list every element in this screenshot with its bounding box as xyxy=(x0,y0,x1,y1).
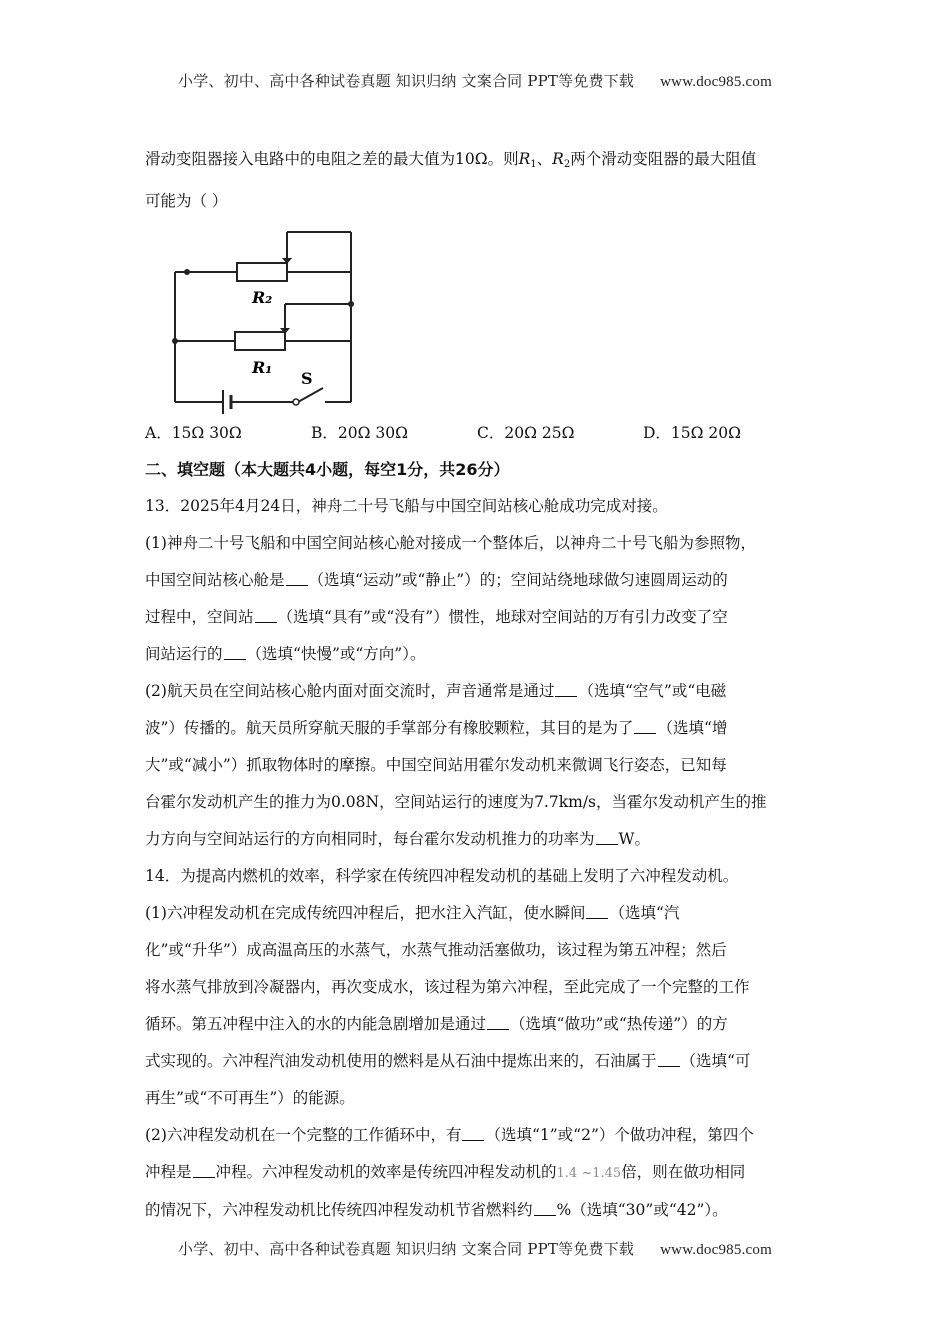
option-d[interactable]: D．15Ω 20Ω xyxy=(643,424,742,442)
footer-text: 小学、初中、高中各种试卷真题 知识归纳 文案合同 PPT等免费下载 xyxy=(178,1240,635,1258)
answer-blank[interactable] xyxy=(634,718,656,734)
answer-blank[interactable] xyxy=(487,1014,509,1030)
q12-stem-line2: 可能为（ ） xyxy=(145,192,228,210)
answer-blank[interactable] xyxy=(255,607,277,623)
q13-p2-line: 力方向与空间站运行的方向相同时，每台霍尔发动机推力的功率为 W。 xyxy=(145,830,650,848)
footer-url[interactable]: www.doc985.com xyxy=(660,1242,772,1258)
q14-p2-line: 冲程是 冲程。六冲程发动机的效率是传统四冲程发动机的1.4 ~1.45倍，则在做功相同 xyxy=(145,1163,746,1181)
q12-stem-line1: 滑动变阻器接入电路中的电阻之差的最大值为10Ω。则$R_1$、$R_2$两个滑动变阻器的最大阻值 xyxy=(145,150,757,170)
q13-p1-line: 过程中，空间站 （选填“具有”或“没有”）惯性，地球对空间站的万有引力改变了空 xyxy=(145,608,728,626)
q14-p1-line: (1)六冲程发动机在完成传统四冲程后，把水注入汽缸，使水瞬间 （选填“汽 xyxy=(145,904,680,922)
answer-blank[interactable] xyxy=(462,1125,484,1141)
header-text: 小学、初中、高中各种试卷真题 知识归纳 文案合同 PPT等免费下载 xyxy=(178,72,635,90)
q13-p2-line: 波”）传播的。航天员所穿航天服的手掌部分有橡胶颗粒，其目的是为了 （选填“增 xyxy=(145,719,728,737)
q14-p1-line: 式实现的。六冲程汽油发动机使用的燃料是从石油中提炼出来的，石油属于 （选填“可 xyxy=(145,1052,751,1070)
q13-p2-line: (2)航天员在空间站核心舱内面对面交流时，声音通常是通过 （选填“空气”或“电磁 xyxy=(145,682,727,700)
q14-intro: 14．为提高内燃机的效率，科学家在传统四冲程发动机的基础上发明了六冲程发动机。 xyxy=(145,867,739,885)
q14-p1-line: 将水蒸气排放到冷凝器内，再次变成水，该过程为第六冲程，至此完成了一个完整的工作 xyxy=(145,978,750,996)
q14-p1-line: 化”或“升华”）成高温高压的水蒸气，水蒸气推动活塞做功，该过程为第五冲程；然后 xyxy=(145,941,727,959)
q14-p1-line: 循环。第五冲程中注入的水的内能急剧增加是通过 （选填“做功”或“热传递”）的方 xyxy=(145,1015,728,1033)
option-b[interactable]: B．20Ω 30Ω xyxy=(311,424,408,442)
section-title: 二、填空题（本大题共4小题，每空1分，共26分） xyxy=(145,460,510,479)
q12-options xyxy=(145,419,810,447)
q13-p1-line: 中国空间站核心舱是 （选填“运动”或“静止”）的；空间站绕地球做匀速圆周运动的 xyxy=(145,571,728,589)
q14-p2-line: 的情况下，六冲程发动机比传统四冲程发动机节省燃料约 %（选填“30”或“42”）。 xyxy=(145,1201,728,1219)
circuit-diagram xyxy=(155,230,355,415)
label-r1: R₁ xyxy=(252,358,273,377)
answer-blank[interactable] xyxy=(286,570,308,586)
q13-p2-line: 大”或“减小”）抓取物体时的摩擦。中国空间站用霍尔发动机来微调飞行姿态，已知每 xyxy=(145,756,727,774)
header-url[interactable]: www.doc985.com xyxy=(660,74,772,90)
answer-blank[interactable] xyxy=(658,1051,680,1067)
page-footer xyxy=(0,1238,950,1259)
q13-p1-line: 间站运行的 （选填“快慢”或“方向”）。 xyxy=(145,645,426,663)
answer-blank[interactable] xyxy=(555,681,577,697)
answer-blank[interactable] xyxy=(534,1200,556,1216)
q13-intro: 13．2025年4月24日，神舟二十号飞船与中国空间站核心舱成功完成对接。 xyxy=(145,497,668,515)
q13-p2-line: 台霍尔发动机产生的推力为0.08N，空间站运行的速度为7.7km/s，当霍尔发动机产生的推 xyxy=(145,793,767,811)
page-content xyxy=(145,141,810,1229)
answer-blank[interactable] xyxy=(193,1162,215,1178)
q13-p1-line: (1)神舟二十号飞船和中国空间站核心舱对接成一个整体后，以神舟二十号飞船为参照物， xyxy=(145,534,756,552)
label-switch: S xyxy=(301,369,313,388)
option-c[interactable]: C．20Ω 25Ω xyxy=(477,424,575,442)
label-r2: R₂ xyxy=(252,288,273,307)
answer-blank[interactable] xyxy=(596,829,618,845)
answer-blank[interactable] xyxy=(224,644,246,660)
q14-p2-line: (2)六冲程发动机在一个完整的工作循环中，有 （选填“1”或“2”）个做功冲程，第四个 xyxy=(145,1126,754,1144)
q14-p1-line: 再生”或“不可再生”）的能源。 xyxy=(145,1089,355,1107)
answer-blank[interactable] xyxy=(586,903,608,919)
efficiency-ratio: 1.4 ~1.45 xyxy=(556,1166,622,1181)
page-header xyxy=(0,70,950,91)
option-a[interactable]: A．15Ω 30Ω xyxy=(145,424,242,442)
